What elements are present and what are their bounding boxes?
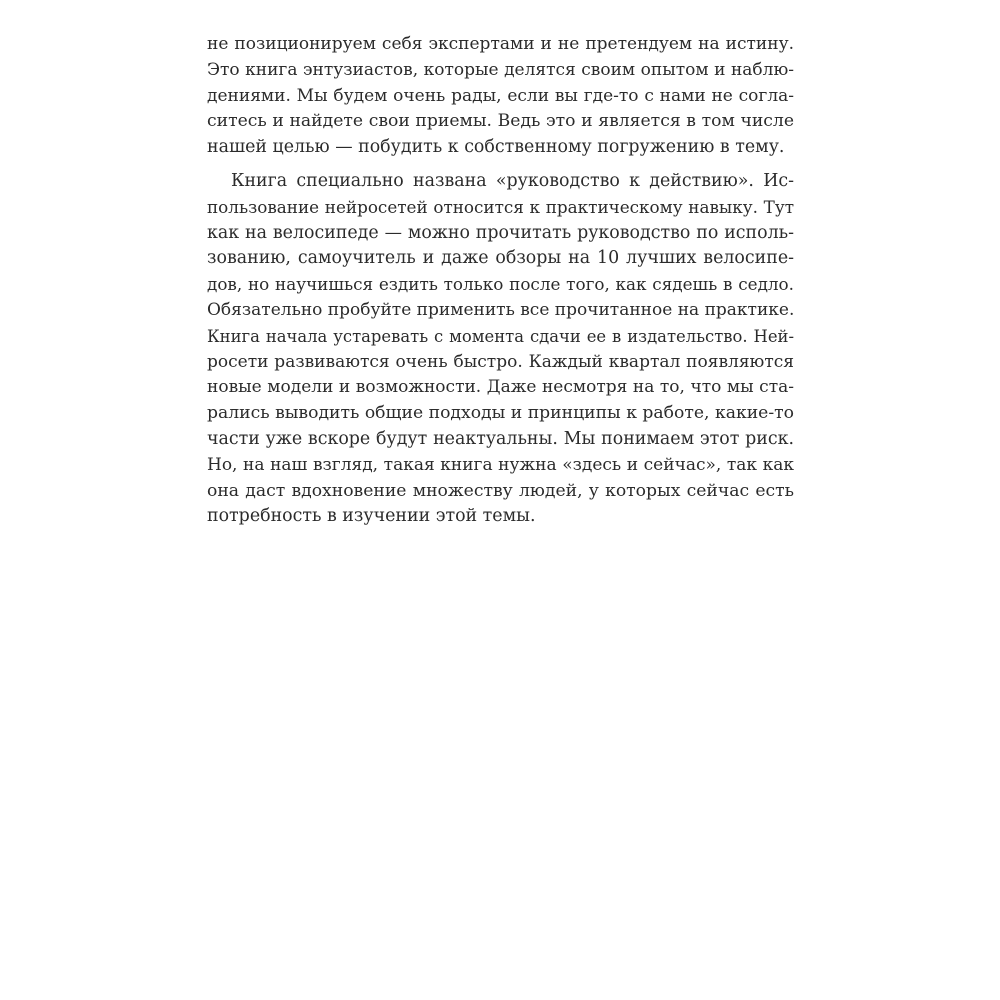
text-line: нашей целью — побудить к собственному погружению в тему. (207, 137, 785, 158)
text-line: Но, на наш взгляд, такая книга нужна «здесь и сейчас», так как (207, 454, 794, 475)
paragraph-2 (207, 169, 794, 530)
text-line: части уже вскоре будут неактуальны. Мы понимаем этот риск. (207, 428, 794, 449)
text-line: Книга специально названа «руководство к действию». Ис- (231, 170, 794, 191)
text-line: зованию, самоучитель и даже обзоры на 10 лучших велосипе- (207, 248, 794, 269)
text-line: росети развиваются очень быстро. Каждый квартал появляются (207, 351, 794, 372)
text-line: Обязательно пробуйте применить все прочитанное на практике. (207, 299, 795, 320)
text-line: рались выводить общие подходы и принципы к работе, какие-то (207, 403, 794, 424)
text-line: дениями. Мы будем очень рады, если вы где-то с нами не согла- (207, 85, 794, 106)
text-line: ситесь и найдете свои приемы. Ведь это и является в том числе (207, 111, 794, 132)
text-line: Книга начала устаревать с момента сдачи ее в издательство. Ней- (207, 326, 794, 346)
text-line: как на велосипеде — можно прочитать руководство по исполь- (207, 222, 794, 243)
text-line: она даст вдохновение множеству людей, у которых сейчас есть (207, 480, 794, 501)
text-line: дов, но научишься ездить только после того, как сядешь в седло. (207, 274, 794, 295)
text-line: новые модели и возможности. Даже несмотря на то, что мы ста- (207, 377, 794, 398)
text-line: не позиционируем себя экспертами и не претендуем на истину. (207, 34, 794, 54)
page-body (207, 32, 794, 530)
text-line: Это книга энтузиастов, которые делятся своим опытом и наблю- (207, 59, 794, 80)
paragraph-1 (207, 32, 794, 161)
text-line: пользование нейросетей относится к практическому навыку. Тут (207, 196, 794, 217)
text-line: потребность в изучении этой темы. (207, 506, 536, 527)
